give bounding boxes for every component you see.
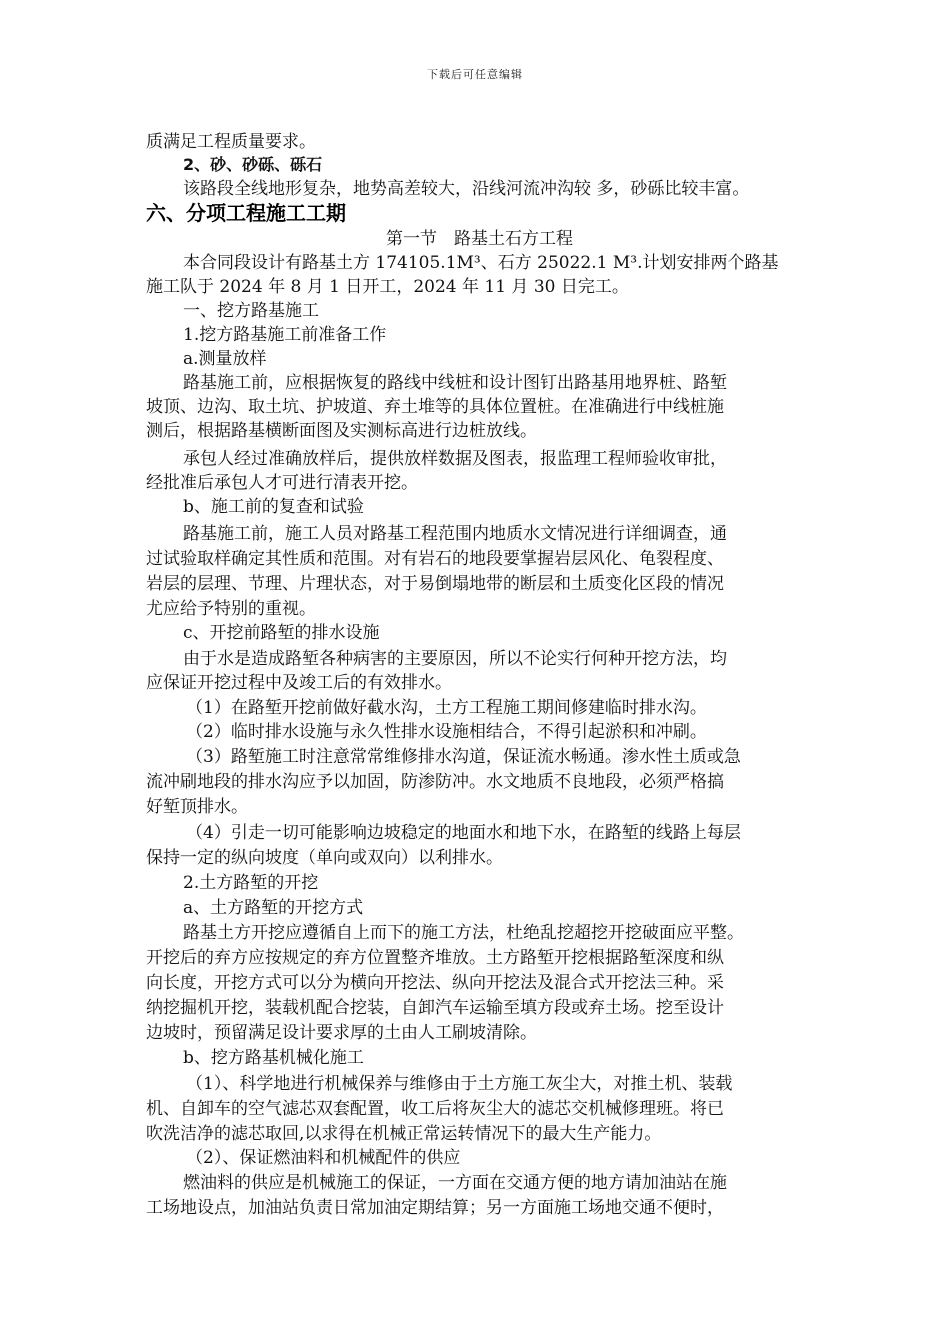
text-line: 施工队于 2024 年 8 月 1 日开工，2024 年 11 月 30 日完工。 (146, 277, 629, 297)
text-line: 尤应给予特别的重视。 (146, 599, 316, 619)
subheading: b、挖方路基机械化施工 (183, 1048, 364, 1068)
text-line: 测后，根据路基横断面图及实测标高进行边桩放线。 (146, 421, 537, 441)
text-line: 燃油料的供应是机械施工的保证，一方面在交通方便的地方请加油站在施 (183, 1173, 727, 1193)
subheading: a.测量放样 (183, 349, 267, 369)
text-line: 由于水是造成路堑各种病害的主要原因，所以不论实行何种开挖方法，均 (183, 649, 727, 669)
subheading: c、开挖前路堑的排水设施 (183, 623, 380, 643)
text-line: 边坡时，预留满足设计要求厚的土由人工刷坡清除。 (146, 1023, 537, 1043)
list-item: （1）在路堑开挖前做好截水沟，土方工程施工期间修建临时排水沟。 (186, 698, 707, 718)
text-line: 开挖后的弃方应按规定的弃方位置整齐堆放。土方路堑开挖根据路堑深度和纵 (146, 948, 724, 968)
text-line: 经批准后承包人才可进行清表开挖。 (146, 473, 418, 493)
text-line: 路基施工前，应根据恢复的路线中线桩和设计图钉出路基用地界桩、路堑 (183, 373, 727, 393)
text-line: 该路段全线地形复杂，地势高差较大，沿线河流冲沟较 多，砂砾比较丰富。 (183, 179, 750, 199)
text-line: 本合同段设计有路基土方 174105.1M³、石方 25022.1 M³.计划安排两个路基 (183, 253, 779, 273)
text-line: 承包人经过准确放样后，提供放样数据及图表，报监理工程师验收审批， (183, 449, 727, 469)
text-line: 路基土方开挖应遵循自上而下的施工方法，杜绝乱挖超挖开挖破面应平整。 (183, 923, 744, 943)
chapter-title: 第一节 路基土石方工程 (386, 229, 573, 249)
text-line: 吹洗洁净的滤芯取回,以求得在机械正常运转情况下的最大生产能力。 (146, 1124, 662, 1144)
subheading: 1.挖方路基施工前准备工作 (183, 325, 387, 345)
text-line: 流冲刷地段的排水沟应予以加固，防渗防冲。水文地质不良地段，必须严格搞 (146, 772, 724, 792)
text-line: 路基施工前，施工人员对路基工程范围内地质水文情况进行详细调查，通 (183, 524, 727, 544)
text-line: 岩层的层理、节理、片理状态，对于易倒塌地带的断层和土质变化区段的情况 (146, 574, 724, 594)
list-item: （2）、保证燃油料和机械配件的供应 (186, 1148, 461, 1168)
text-line: 向长度，开挖方式可以分为横向开挖法、纵向开挖法及混合式开挖法三种。采 (146, 973, 724, 993)
section-heading: 六、分项工程施工工期 (146, 201, 346, 225)
text-line: 保持一定的纵向坡度（单向或双向）以利排水。 (146, 848, 503, 868)
text-line: 应保证开挖过程中及竣工后的有效排水。 (146, 673, 452, 693)
text-line: 坡顶、边沟、取土坑、护坡道、弃土堆等的具体位置桩。在准确进行中线桩施 (146, 397, 724, 417)
text-line: 质满足工程质量要求。 (146, 132, 316, 152)
subheading: 2.土方路堑的开挖 (183, 873, 319, 893)
text-line: 纳挖掘机开挖，装载机配合挖装，自卸汽车运输至填方段或弃土场。挖至设计 (146, 998, 724, 1018)
subheading-sand-gravel: 2、砂、砂砾、砾石 (183, 155, 323, 174)
subheading: a、土方路堑的开挖方式 (183, 898, 364, 918)
text-line: 机、自卸车的空气滤芯双套配置，收工后将灰尘大的滤芯交机械修理班。将已 (146, 1099, 724, 1119)
list-item: （1）、科学地进行机械保养与维修由于土方施工灰尘大，对推土机、装载 (186, 1074, 733, 1094)
list-item: （4）引走一切可能影响边坡稳定的地面水和地下水，在路堑的线路上每层 (186, 823, 741, 843)
text-line: 好堑顶排水。 (146, 797, 248, 817)
list-item: （2）临时排水设施与永久性排水设施相结合，不得引起淤积和冲刷。 (186, 722, 707, 742)
subheading: 一、挖方路基施工 (183, 301, 319, 321)
text-line: 工场地设点，加油站负责日常加油定期结算；另一方面施工场地交通不便时， (146, 1198, 724, 1218)
page-header-note: 下载后可任意编辑 (427, 68, 523, 81)
subheading: b、施工前的复查和试验 (183, 497, 364, 517)
list-item: （3）路堑施工时注意常常维修排水沟道，保证流水畅通。渗水性土质或急 (186, 747, 741, 767)
text-line: 过试验取样确定其性质和范围。对有岩石的地段要掌握岩层风化、龟裂程度、 (146, 549, 724, 569)
